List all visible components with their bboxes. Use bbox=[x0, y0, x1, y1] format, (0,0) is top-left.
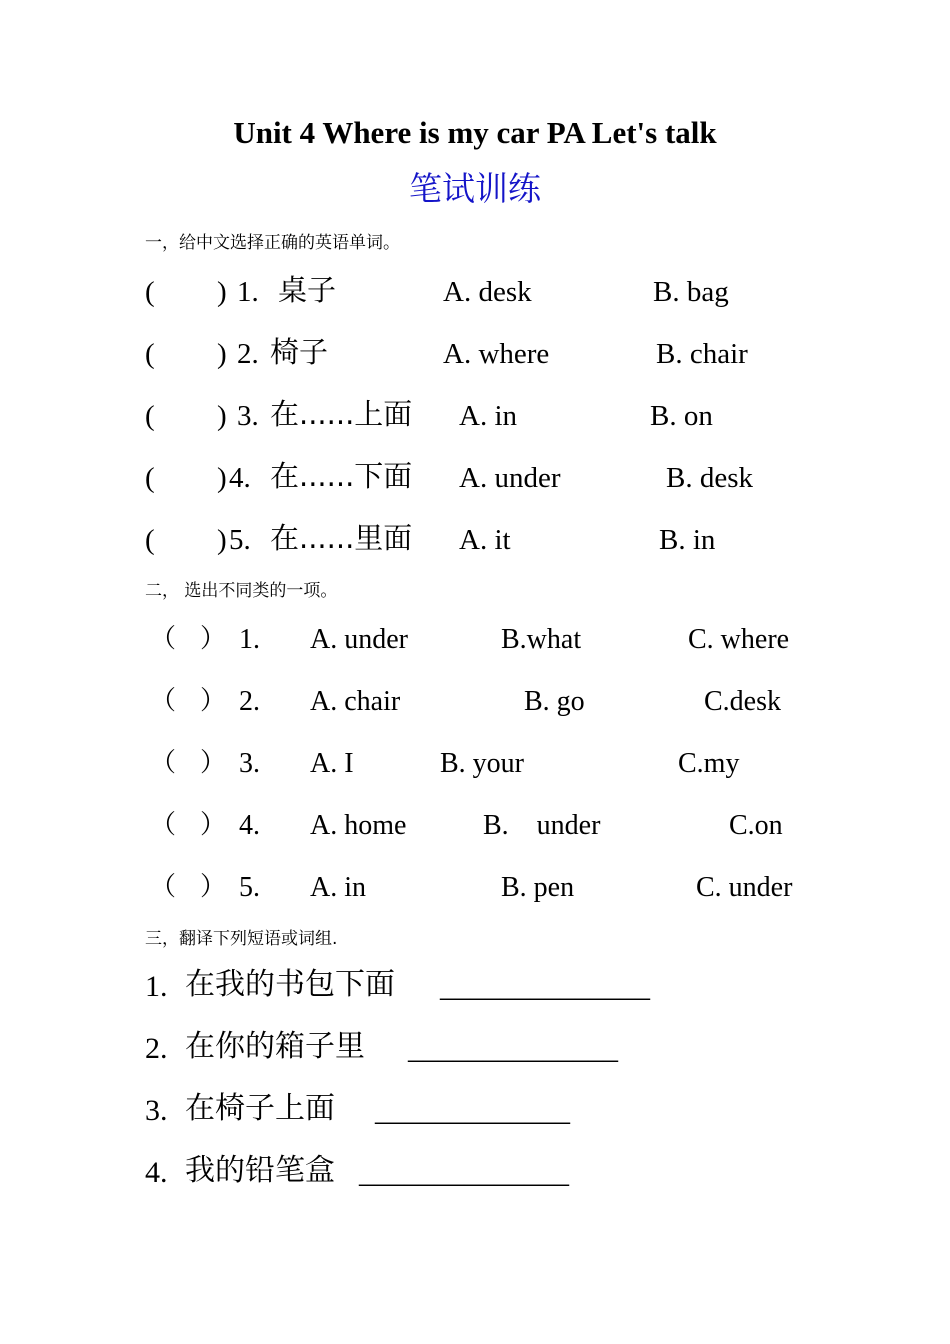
section2-heading: 二， 选出不同类的一项。 bbox=[145, 581, 338, 601]
answer-paren-open: （ bbox=[150, 624, 177, 654]
answer-paren-close: ) bbox=[217, 524, 227, 556]
question-number: 1. bbox=[239, 624, 260, 655]
option-b: B. go bbox=[524, 686, 585, 717]
option-c: C. where bbox=[688, 624, 790, 655]
option-a: A. where bbox=[443, 338, 550, 370]
answer-blank: ______________ bbox=[408, 1032, 618, 1065]
answer-paren-open: ( bbox=[145, 400, 155, 432]
answer-paren-close: ） bbox=[200, 748, 227, 778]
page-subtitle: 笔试训练 bbox=[409, 169, 541, 208]
phrase-text: 在椅子上面 bbox=[185, 1091, 335, 1126]
answer-paren-close: ） bbox=[200, 624, 227, 654]
phrase-text: 我的铅笔盒 bbox=[185, 1153, 335, 1188]
item-number: 2. bbox=[145, 1032, 168, 1065]
item-number: 3. bbox=[145, 1094, 168, 1127]
answer-paren-open: （ bbox=[150, 686, 177, 716]
option-c: C.desk bbox=[704, 686, 781, 717]
option-a: A. home bbox=[310, 810, 407, 841]
answer-paren-open: ( bbox=[145, 338, 155, 370]
section1-heading: 一，给中文选择正确的英语单词。 bbox=[145, 233, 400, 253]
answer-paren-close: ） bbox=[200, 810, 227, 840]
question-number: 5. bbox=[239, 872, 260, 903]
option-c: C. under bbox=[696, 872, 793, 903]
answer-paren-open: （ bbox=[150, 872, 177, 902]
question-number: 4. bbox=[229, 462, 251, 494]
option-b: B. bag bbox=[653, 276, 729, 308]
answer-paren-open: ( bbox=[145, 462, 155, 494]
option-a: A. in bbox=[459, 400, 517, 432]
item-number: 4. bbox=[145, 1156, 168, 1189]
option-b: B. chair bbox=[656, 338, 748, 370]
option-b: B. pen bbox=[501, 872, 575, 903]
option-b: B. under bbox=[483, 810, 601, 841]
answer-paren-close: ) bbox=[217, 400, 227, 432]
answer-paren-open: ( bbox=[145, 276, 155, 308]
chinese-word: 在......下面 bbox=[270, 459, 413, 493]
page-title: Unit 4 Where is my car PA Let's talk bbox=[233, 115, 717, 150]
question-number: 4. bbox=[239, 810, 260, 841]
question-number: 2. bbox=[237, 338, 259, 370]
question-number: 3. bbox=[237, 400, 259, 432]
option-a: A. I bbox=[310, 748, 354, 779]
answer-paren-open: ( bbox=[145, 524, 155, 556]
answer-paren-close: ) bbox=[217, 462, 227, 494]
item-number: 1. bbox=[145, 970, 168, 1003]
option-a: A. under bbox=[459, 462, 561, 494]
option-a: A. chair bbox=[310, 686, 401, 717]
phrase-text: 在你的箱子里 bbox=[185, 1029, 365, 1064]
section3-heading: 三，翻译下列短语或词组. bbox=[145, 929, 338, 949]
answer-blank: ______________ bbox=[440, 970, 650, 1003]
chinese-word: 椅子 bbox=[270, 335, 329, 369]
option-b: B. in bbox=[659, 524, 716, 556]
chinese-word: 在......里面 bbox=[270, 521, 413, 555]
answer-paren-open: （ bbox=[150, 810, 177, 840]
answer-paren-close: ) bbox=[217, 338, 227, 370]
option-b: B. on bbox=[650, 400, 713, 432]
option-c: C.my bbox=[678, 748, 740, 779]
phrase-text: 在我的书包下面 bbox=[185, 967, 395, 1002]
option-b: B.what bbox=[501, 624, 582, 655]
answer-paren-close: ） bbox=[200, 686, 227, 716]
option-a: A. in bbox=[310, 872, 366, 903]
question-number: 1. bbox=[237, 276, 259, 308]
answer-paren-close: ） bbox=[200, 872, 227, 902]
chinese-word: 在......上面 bbox=[270, 397, 413, 431]
option-a: A. under bbox=[310, 624, 408, 655]
answer-blank: ______________ bbox=[359, 1156, 569, 1189]
option-a: A. desk bbox=[443, 276, 532, 308]
question-number: 5. bbox=[229, 524, 251, 556]
question-number: 2. bbox=[239, 686, 260, 717]
option-b: B. your bbox=[440, 748, 524, 779]
chinese-word: 桌子 bbox=[278, 273, 337, 307]
answer-blank: _____________ bbox=[375, 1094, 570, 1127]
option-b: B. desk bbox=[666, 462, 753, 494]
option-a: A. it bbox=[459, 524, 511, 556]
question-number: 3. bbox=[239, 748, 260, 779]
answer-paren-open: （ bbox=[150, 748, 177, 778]
answer-paren-close: ) bbox=[217, 276, 227, 308]
option-c: C.on bbox=[729, 810, 783, 841]
